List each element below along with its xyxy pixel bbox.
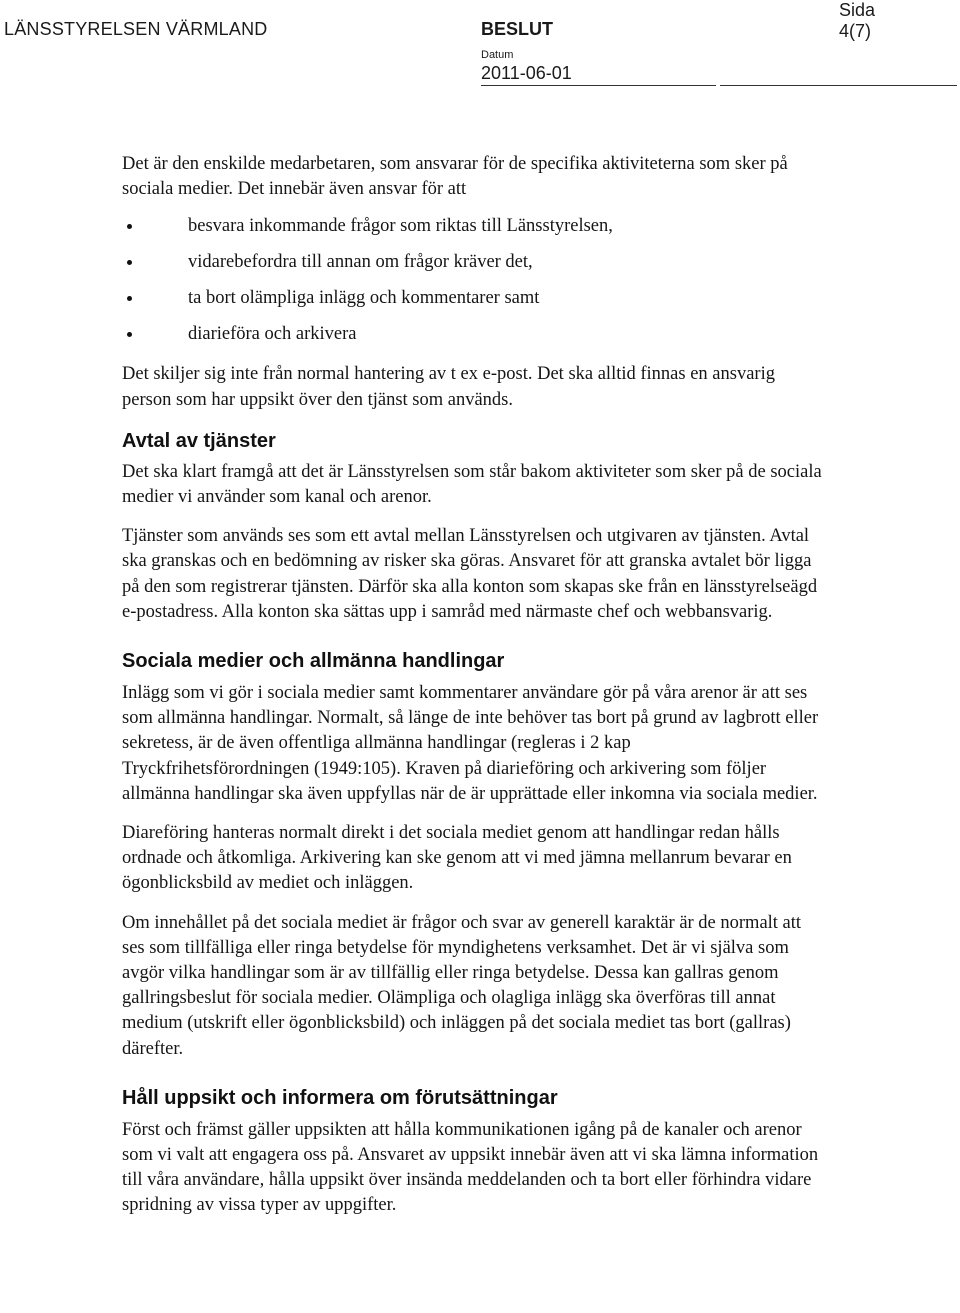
page-label: Sida: [839, 0, 876, 20]
header-rule: [481, 85, 716, 86]
bullet-icon: [127, 332, 132, 337]
section-paragraph: Diareföring hanteras normalt direkt i det sociala mediet genom att handlingar redan hålls ordnade och åtkomliga. Arkivering kan ske genom att vi med jämna mellanrum bevarar en ögonblicksbild av mediet och inläggen.: [122, 823, 792, 894]
page-number: 4(7): [839, 21, 872, 41]
list-item-text: vidarebefordra till annan om frågor kräver det,: [188, 252, 533, 273]
intro-paragraph: Det skiljer sig inte från normal hantering av t ex e-post. Det ska alltid finnas en ansvarig person som har uppsikt över den tjänst som används.: [122, 364, 775, 410]
responsibility-list: [122, 214, 822, 349]
section-paragraph: Om innehållet på det sociala mediet är frågor och svar av generell karaktär är de normalt att ses som tillfälliga eller ringa betydelse för myndighetens verksamhet. Det är vi själva som avgör vilka handlingar som är av tillfällig eller ringa betydelse. Dessa kan gallras genom gallringsbeslut för sociala medier. Olämpliga och olagliga inlägg ska överföras till annat medium (utskrift eller ögonblicksbild) och inläggen på det sociala mediet tas bort (gallras) därefter.: [122, 912, 802, 1059]
list-item: [122, 286, 822, 322]
bullet-icon: [127, 224, 132, 229]
section-heading: Avtal av tjänster: [122, 429, 276, 452]
organization-name: LÄNSSTYRELSEN VÄRMLAND: [4, 19, 268, 39]
list-item-text: besvara inkommande frågor som riktas till Länsstyrelsen,: [188, 216, 613, 237]
list-item-text: ta bort olämpliga inlägg och kommentarer samt: [188, 288, 540, 309]
bullet-icon: [127, 296, 132, 301]
date-value: 2011-06-01: [481, 63, 572, 83]
section-heading: Sociala medier och allmänna handlingar: [122, 650, 505, 673]
document-type: BESLUT: [481, 19, 553, 39]
list-item: [122, 250, 822, 286]
bullet-icon: [127, 260, 132, 265]
document-body: [122, 152, 822, 1219]
list-item: [122, 322, 822, 349]
section-heading: Håll uppsikt och informera om förutsättningar: [122, 1086, 558, 1109]
section-paragraph: Tjänster som används ses som ett avtal mellan Länsstyrelsen och utgivaren av tjänsten. Avtal ska granskas och en bedömning av risker ska göras. Ansvaret för att granska avtalet bör ligga på den som registrerar tjänsten. Därför ska alla konton som skapas ske från en länsstyrelseägd e-postadress. Alla konton ska sättas upp i samråd med närmaste chef och webbansvarig.: [122, 526, 818, 622]
header-rule: [720, 85, 957, 86]
section-paragraph: Inlägg som vi gör i sociala medier samt kommentarer användare gör på våra arenor är att ses som allmänna handlingar. Normalt, så länge de inte behöver tas bort på grund av lagbrott eller sekretess, är de även offentliga allmänna handlingar (regleras i 2 kap Tryckfrihetsförordningen (1949:105). Kraven på diarieföring och arkivering som följer allmänna handlingar ska även uppfyllas när de är upprättade eller inkomna via sociala medier.: [122, 683, 819, 804]
section-paragraph: Först och främst gäller uppsikten att hålla kommunikationen igång på de kanaler och arenor som vi valt att engagera oss på. Ansvaret av uppsikt innebär även att vi ska lämna information till våra användare, hålla uppsikt över insända meddelanden och ta bort eller förhindra vidare spridning av vissa typer av uppgifter.: [122, 1119, 819, 1216]
section-paragraph: Det ska klart framgå att det är Länsstyrelsen som står bakom aktiviteter som sker på de sociala medier vi använder som kanal och arenor.: [122, 461, 822, 508]
intro-paragraph: Det är den enskilde medarbetaren, som ansvarar för de specifika aktiviteterna som sker på sociala medier. Det innebär även ansvar för att: [122, 154, 788, 200]
date-label: Datum: [481, 49, 514, 61]
list-item: [122, 214, 822, 250]
list-item-text: diarieföra och arkivera: [188, 324, 357, 345]
